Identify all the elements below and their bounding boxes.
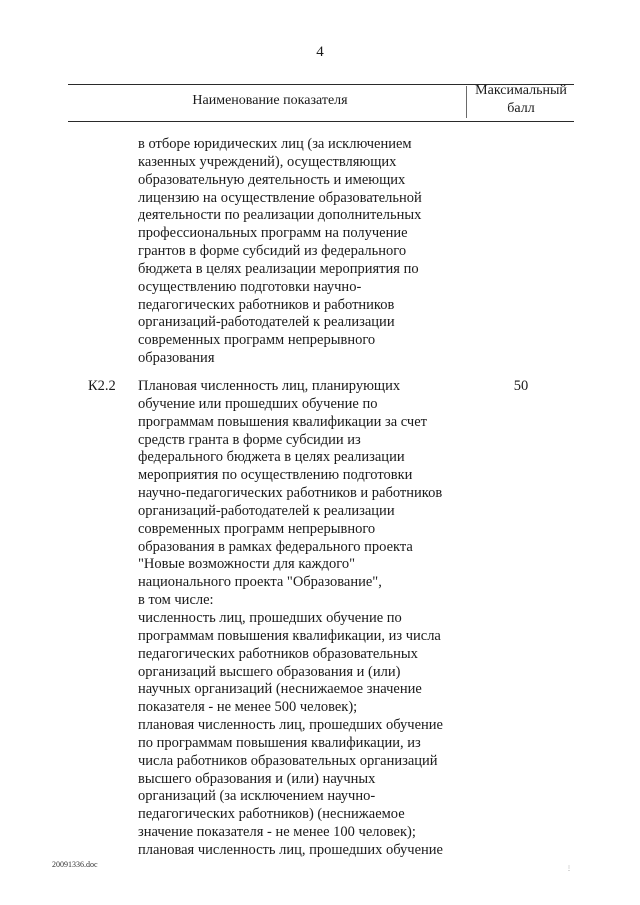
text-line: национального проекта "Образование", <box>138 574 382 591</box>
text-line: программам повышения квалификации, из числа <box>138 627 441 644</box>
text-line: в том числе: <box>138 592 214 609</box>
text-line: профессиональных программ на получение <box>138 225 408 242</box>
table-header-bottom-rule <box>68 121 574 122</box>
text-line: программам повышения квалификации за счет <box>138 413 427 430</box>
text-line: организаций (за исключением научно- <box>138 788 376 805</box>
text-line: образования в рамках федерального проекта <box>138 538 413 555</box>
text-line: современных программ непрерывного <box>138 520 376 537</box>
text-line: федерального бюджета в целях реализации <box>138 449 405 466</box>
text-line: современных программ непрерывного <box>138 332 376 349</box>
text-line: организаций-работодателей к реализации <box>138 314 395 331</box>
column-header-indicator-name: Наименование показателя <box>192 93 348 108</box>
column-header-max-score-line2: балл <box>507 101 535 116</box>
text-line: по программам повышения квалификации, из <box>138 734 421 751</box>
text-line: грантов в форме субсидий из федерального <box>138 243 407 260</box>
text-line: образования <box>138 350 215 367</box>
text-line: образовательную деятельность и имеющих <box>138 171 406 188</box>
indicator-description <box>138 378 462 860</box>
column-header-max-score <box>468 82 574 118</box>
text-line: организаций-работодателей к реализации <box>138 502 395 519</box>
page-number: 4 <box>316 44 324 60</box>
text-line: обучение или прошедших обучение по <box>138 395 378 412</box>
indicator-max-score: 50 <box>513 378 529 394</box>
continued-indicator-text <box>138 136 458 368</box>
text-line: средств гранта в форме субсидии из <box>138 431 361 448</box>
footer-file-name: 20091336.doc <box>52 860 98 869</box>
text-line: в отборе юридических лиц (за исключением <box>138 136 412 152</box>
column-header-divider <box>466 86 467 118</box>
text-line: казенных учреждений), осуществляющих <box>138 153 397 170</box>
text-line: мероприятия по осуществлению подготовки <box>138 467 413 484</box>
indicator-code: К2.2 <box>88 378 116 394</box>
text-line: Плановая численность лиц, планирующих <box>138 378 401 394</box>
text-line: плановая численность лиц, прошедших обучение <box>138 841 443 858</box>
text-line: научных организаций (неснижаемое значение <box>138 681 422 698</box>
text-line: организаций высшего образования и (или) <box>138 663 401 680</box>
text-line: педагогических работников) (неснижаемое <box>138 806 405 823</box>
text-line: педагогических работников и работников <box>138 296 395 313</box>
text-line: научно-педагогических работников и работников <box>138 485 443 502</box>
text-line: показателя - не менее 500 человек); <box>138 699 358 716</box>
text-line: высшего образования и (или) научных <box>138 770 376 787</box>
text-line: осуществлению подготовки научно- <box>138 278 362 295</box>
text-line: деятельности по реализации дополнительных <box>138 207 422 224</box>
text-line: числа работников образовательных организаций <box>138 752 438 769</box>
text-line: педагогических работников образовательных <box>138 645 418 662</box>
text-line: лицензию на осуществление образовательной <box>138 189 422 206</box>
text-line: бюджета в целях реализации мероприятия по <box>138 260 419 277</box>
column-header-max-score-line1: Максимальный <box>475 83 567 98</box>
text-line: "Новые возможности для каждого" <box>138 556 355 573</box>
footer-scan-marks: ⋮ <box>566 866 572 872</box>
text-line: численность лиц, прошедших обучение по <box>138 609 402 626</box>
text-line: значение показателя - не менее 100 человек); <box>138 824 416 841</box>
text-line: плановая численность лиц, прошедших обучение <box>138 717 443 734</box>
